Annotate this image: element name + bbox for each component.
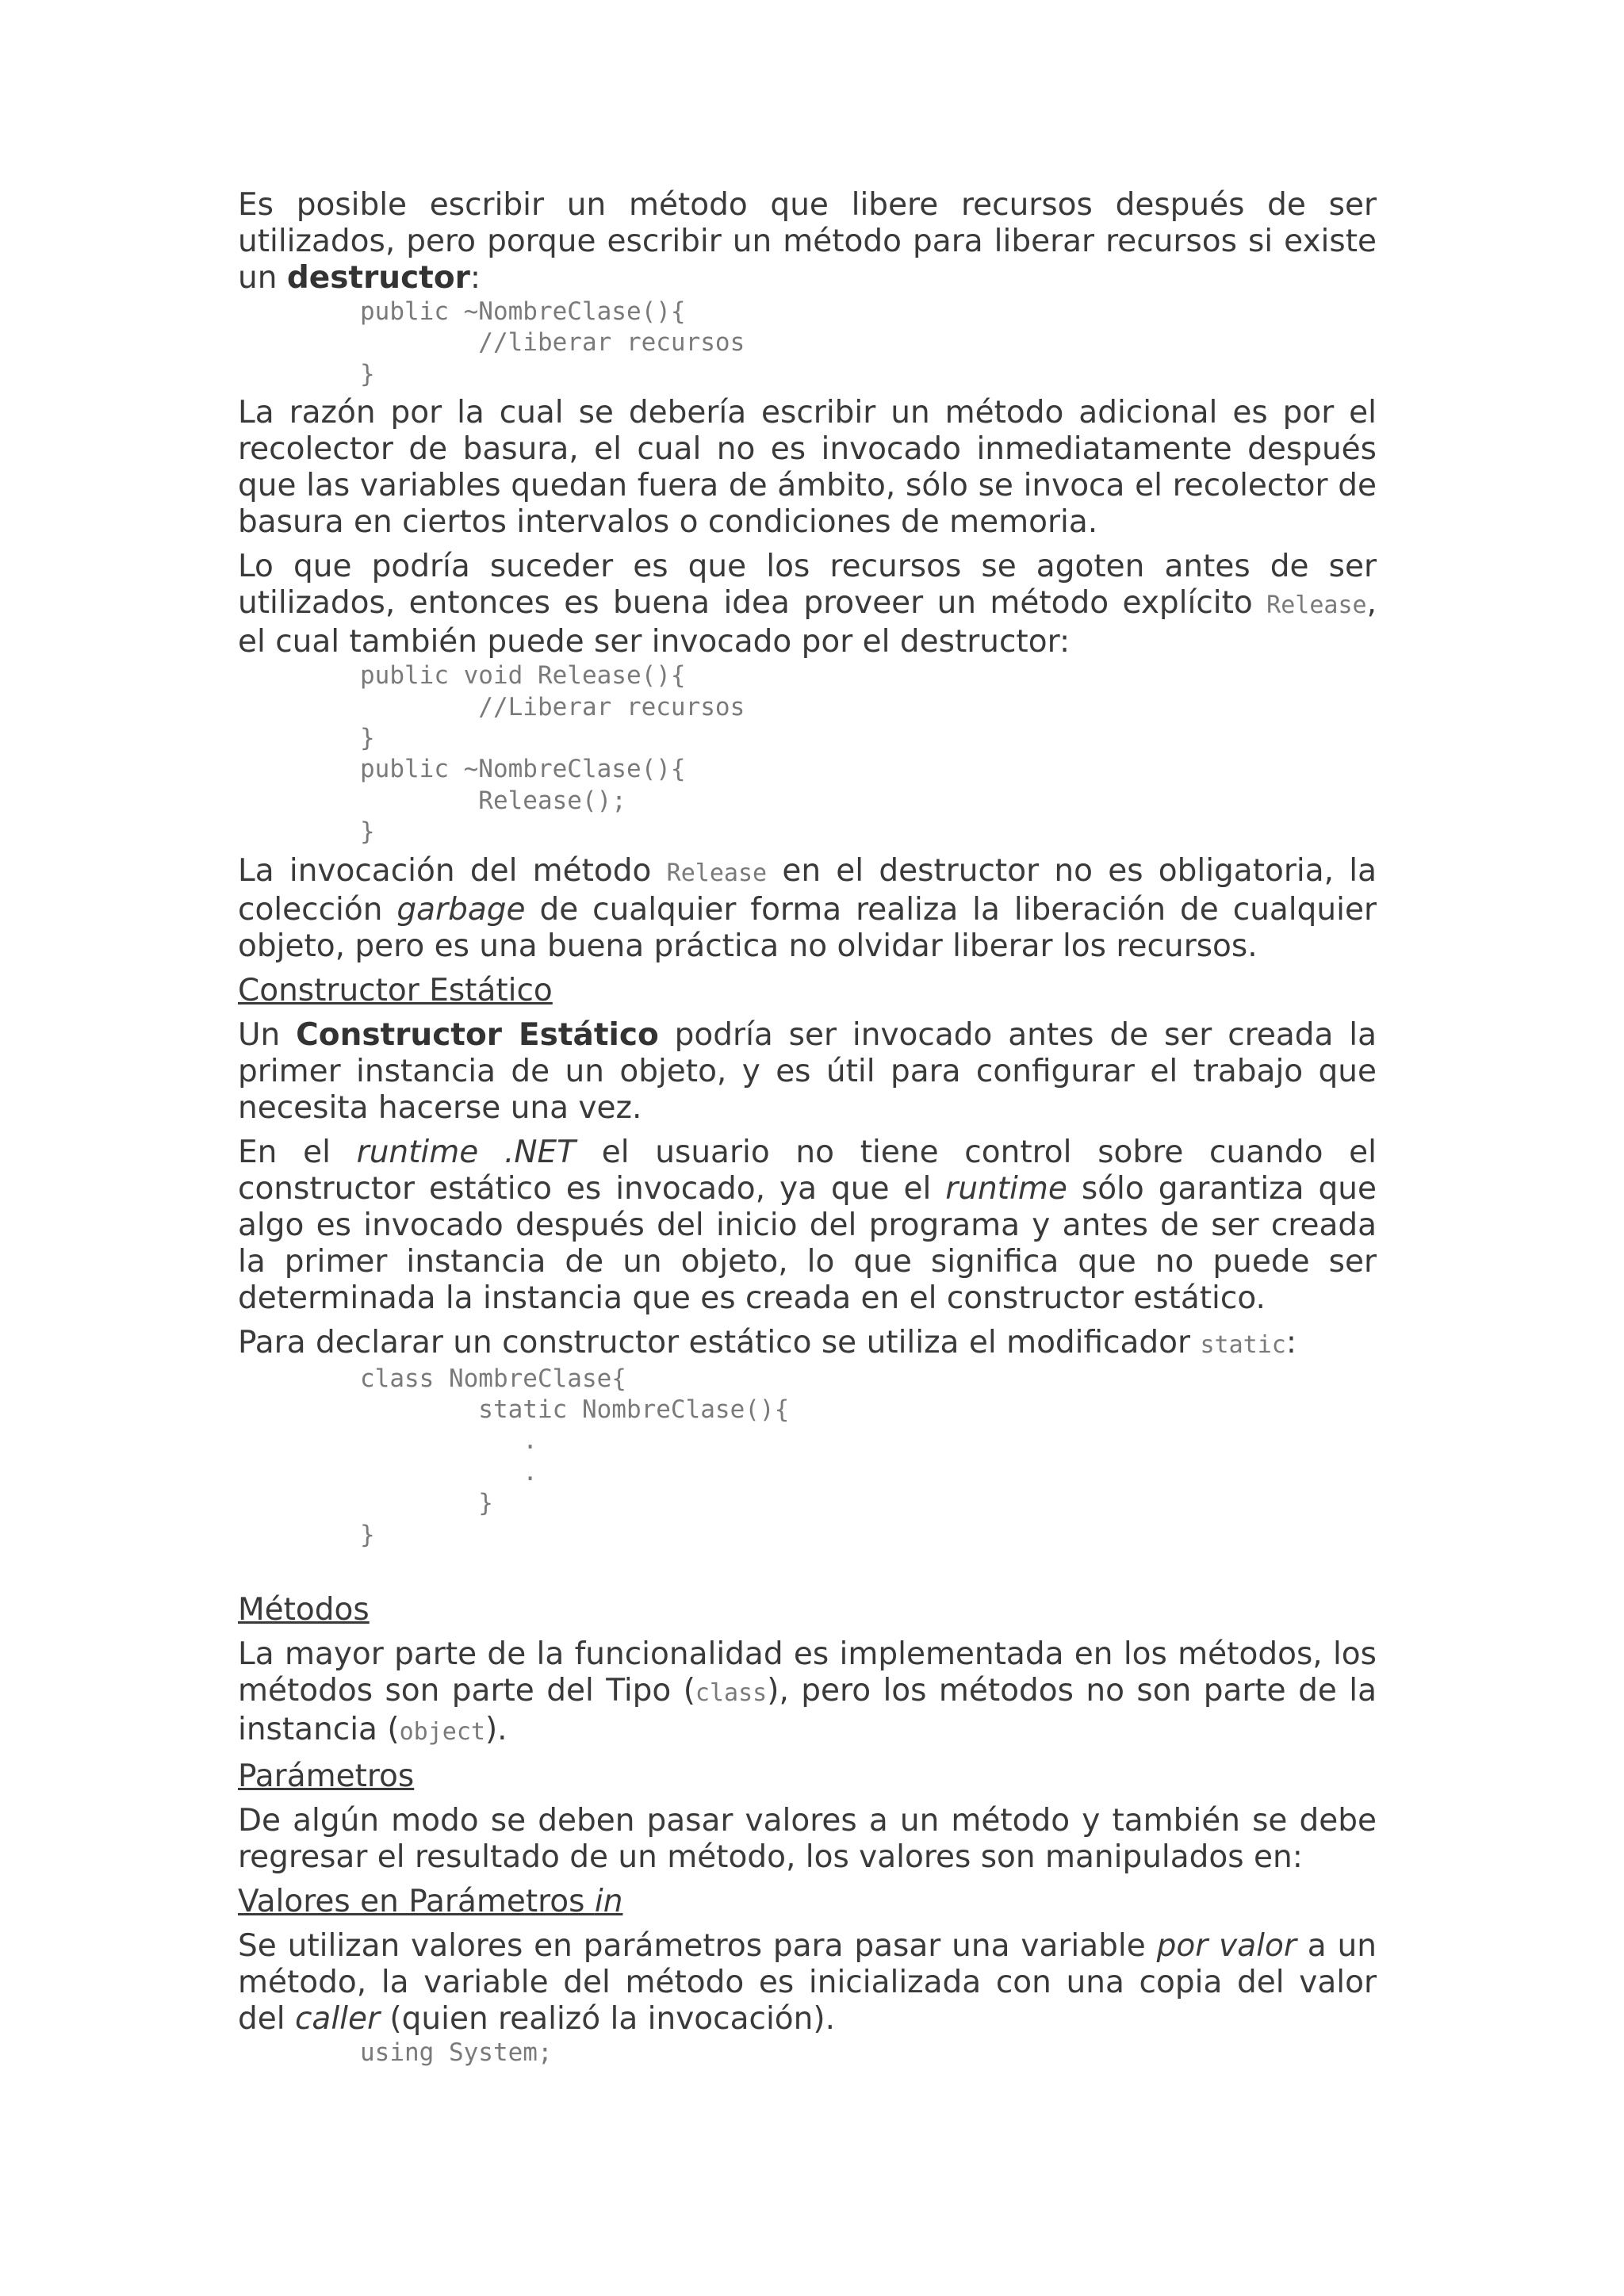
- italic-por-valor: por valor: [1156, 1928, 1297, 1965]
- italic-caller: caller: [294, 2001, 381, 2038]
- code-block-destructor: public ~NombreClase(){ //liberar recursos }: [360, 297, 745, 388]
- italic-garbage: garbage: [396, 891, 526, 928]
- paragraph-garbage-collector: La razón por la cual se debería escribir un método adicional es por el recolector de basura, el cual no es invocado inmediatamente después que las variables quedan fuera de ámbito, sólo se invoca el recolector de basura en ciertos intervalos o condiciones de memoria.: [238, 395, 1377, 541]
- code-block-using-system: using System;: [360, 2038, 553, 2068]
- blank-line: [238, 1556, 1377, 1592]
- paragraph-parameters: De algún modo se deben pasar valores a un método y también se debe regresar el resultado de un método, los valores son manipulados en:: [238, 1803, 1377, 1876]
- inline-code-release: Release: [1266, 591, 1367, 620]
- inline-code-release-2: Release: [666, 859, 768, 887]
- paragraph-in-parameters: Se utilizan valores en parámetros para pasar una variable por valor a un método, la variable del método es inicializada con una copia del valor del caller (quien realizó la invocación).: [238, 1928, 1377, 2038]
- paragraph-destructor-intro: Es posible escribir un método que libere recursos después de ser utilizados, pero porque escribir un método para liberar recursos si existe un destructor:: [238, 187, 1377, 296]
- heading-valores-parametros-in: Valores en Parámetros in: [238, 1884, 623, 1920]
- paragraph-methods: La mayor parte de la funcionalidad es implementada en los métodos, los métodos son parte del Tipo (class), pero los métodos no son parte de la instancia (object).: [238, 1636, 1377, 1748]
- heading-constructor-estatico: Constructor Estático: [238, 972, 553, 1008]
- bold-destructor: destructor: [286, 260, 470, 296]
- paragraph-release-method: Lo que podría suceder es que los recursos se agoten antes de ser utilizados, entonces es buena idea proveer un método explícito Release, el cual también puede ser invocado por el destructor:: [238, 549, 1377, 660]
- inline-code-static: static: [1200, 1330, 1286, 1359]
- heading-metodos: Métodos: [238, 1592, 370, 1628]
- bold-constructor-estatico: Constructor Estático: [296, 1016, 659, 1053]
- paragraph-release-invocation: La invocación del método Release en el destructor no es obligatoria, la colección garbage de cualquier forma realiza la liberación de cualquier objeto, pero es una buena práctica no olvidar liberar los recursos.: [238, 852, 1377, 964]
- italic-runtime-net: runtime .NET: [356, 1134, 576, 1170]
- inline-code-object: object: [399, 1718, 485, 1747]
- paragraph-static-modifier: Para declarar un constructor estático se utiliza el modificador static:: [238, 1324, 1297, 1360]
- italic-in: in: [594, 1884, 623, 1920]
- paragraph-static-constructor: Un Constructor Estático podría ser invocado antes de ser creada la primer instancia de un objeto, y es útil para configurar el trabajo que necesita hacerse una vez.: [238, 1016, 1377, 1126]
- paragraph-runtime: En el runtime .NET el usuario no tiene control sobre cuando el constructor estático es invocado, ya que el runtime sólo garantiza que algo es invocado después del inicio del programa y antes de ser creada la primer instancia de un objeto, lo que significa que no puede ser determinada la instancia que es creada en el constructor estático.: [238, 1134, 1377, 1316]
- heading-parametros: Parámetros: [238, 1758, 415, 1795]
- inline-code-class: class: [695, 1679, 768, 1708]
- code-block-static-constructor: class NombreClase{ static NombreClase(){ . . } }: [360, 1364, 790, 1549]
- code-block-release: public void Release(){ //Liberar recursos } public ~NombreClase(){ Release(); }: [360, 661, 745, 847]
- italic-runtime: runtime: [945, 1170, 1067, 1207]
- document-page: [238, 187, 1377, 2074]
